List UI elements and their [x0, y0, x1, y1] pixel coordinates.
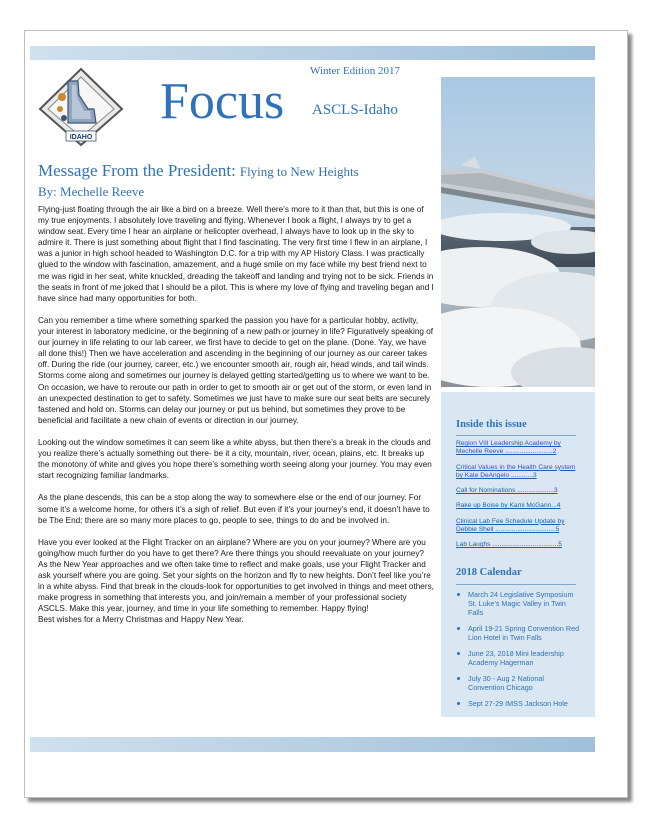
- calendar-item-text: March 24 Legislative Symposium St. Luke’s Magic Valley in Twin Falls: [468, 590, 574, 617]
- article-byline: By: Mechelle Reeve: [38, 184, 145, 199]
- bullet-icon: [457, 652, 460, 655]
- calendar-title: 2018 Calendar: [456, 567, 522, 578]
- article-paragraph: As the plane descends, this can be a stop along the way to somewhere else or the end of our journey. For some it’s a welcome home, for others it’s a sigh of relief. But even if it’s your journey’s end, it doesn’t have to be The End; there are so many more places to go, people to see, things to do and be involved in.: [38, 493, 430, 525]
- calendar-item: [456, 699, 581, 708]
- calendar-item: [456, 674, 581, 692]
- article-paragraph: Looking out the window sometimes it can seem like a white abyss, but then there’s a break in the clouds and you realize there’s actually something out there- be it a city, mountain, river, ocean, plains, etc. It breaks up the monotony of white and gives you hope there’s something worth seeing along your journey. You may even start recognizing familiar landmarks.: [38, 437, 432, 481]
- toc-link[interactable]: Rake up Boise by Kami McGann...4: [456, 502, 561, 510]
- calendar-item: [456, 649, 581, 667]
- article-paragraph: Can you remember a time where something sparked the passion you have for a particular hobby, activity, your interest in laboratory medicine, or the beginning of a new path or journey in life? Figuratively speaking of our journey in life relating to our lab career, we first have to decide to get on the plane. (Done. Yay, we have all done this!) Then we have acceleration and ascending in the beginning of our journey as our career takes off. During the ride (our journey, career, etc.) we encounter smooth air, rough air, head winds, and tail winds. Storms come along and sometimes our journey is delayed getting started/getting us to where we want to be. On occasion, we have to reroute our path in order to get to smooth air or get out of the storm, or even land in an unexpected destination to get to safety. Sometimes we just have to make sure our seat belts are securely fastened and hold on. Storms can delay our journey or put us behind, but sometimes they prove to be beneficial and facilitate a new chain of events or direction in our journey.: [38, 315, 434, 425]
- footer-bar: [30, 737, 595, 752]
- calendar-item-text: July 30 - Aug 2 National Convention Chicago: [468, 674, 544, 692]
- table-of-contents: [456, 440, 576, 557]
- bullet-icon: [457, 593, 460, 596]
- bullet-icon: [457, 677, 460, 680]
- toc-link[interactable]: Lab Laughs ....................................5: [456, 541, 562, 549]
- calendar-item-text: Sept 27-29 IMSS Jackson Hole: [468, 699, 568, 708]
- organization-name: ASCLS-Idaho: [312, 102, 398, 118]
- edition-label: Winter Edition 2017: [310, 65, 400, 77]
- divider: [456, 584, 576, 585]
- toc-link[interactable]: Critical Values in the Health Care system by Kate DeAngelo ............3: [456, 463, 576, 479]
- inside-issue-title: Inside this issue: [456, 419, 527, 430]
- calendar-item-text: June 23, 2018 Mini leadership Academy Hagerman: [468, 649, 564, 667]
- article-paragraph: Have you ever looked at the Flight Tracker on an airplane? Where are you on your journey? Where are you going/how much further do you have to get there? Are there things you should reevaluate on your journey? As the New Year approaches and we often take time to reflect and make goals, use your Flight Tracker and ask yourself where you are going. Set your sights on the horizon and fly to new heights. Don’t feel like you’re in a white abyss. Find that break in the clouds-look for opportunities to get involved in things and meet others, make progress in something that interests you, and join/remain a member of your professional society ASCLS. Make this year, journey, and time in your life something to remember. Happy flying!: [38, 537, 434, 614]
- article-body: [38, 204, 434, 626]
- sidebar-panel: [441, 392, 595, 717]
- bullet-icon: [457, 702, 460, 705]
- headline-sub: Flying to New Heights: [239, 164, 359, 179]
- bullet-icon: [457, 627, 460, 630]
- article-paragraph: Flying-just floating through the air like a bird on a breeze. Well there’s more to it than that, but this is one of my true enjoyments. I absolutely love traveling and flying. Whenever I book a flight, I always try to get a window seat. Every time I hear an airplane or helicopter overhead, I always have to look up in the sky to admire it. There is just something about flight that I find fascinating. The very first time I flew in an airplane, I was a junior in high school headed to Washington D.C. for a trip with my AP History Class. I was practically glued to the window with fascination, amazement, and a huge smile on my face while my best friend next to me was rigid in her seat, white knuckled, dreading the takeoff and landing and trying not to be sick. Friends in the seats in front of me joked that I should be a pilot. This is where my love of flying and traveling began and I have since had many opportunities for both.: [38, 205, 434, 303]
- article-closing: Best wishes for a Merry Christmas and Happy New Year.: [38, 615, 244, 625]
- newsletter-title: Focus: [160, 73, 285, 130]
- airplane-wing-photo: [441, 77, 595, 387]
- ascls-idaho-logo: [32, 63, 130, 149]
- toc-link[interactable]: Call for Nominations ....................3: [456, 487, 558, 495]
- calendar-item: [456, 590, 581, 617]
- article-headline: [38, 161, 359, 181]
- logo-text: IDAHO: [69, 134, 93, 141]
- calendar-list: [456, 590, 581, 715]
- toc-link[interactable]: Clinical Lab Fee Schedule Update by Debbie Shell .................................5: [456, 517, 565, 534]
- header-bar: [30, 46, 595, 60]
- toc-link[interactable]: Region VIII Leadership Academy by Mechelle Reeve ..........................2: [456, 440, 561, 456]
- headline-main: Message From the President:: [38, 161, 236, 180]
- calendar-item-text: April 19-21 Spring Convention Red Lion Hotel in Twin Falls: [468, 624, 580, 642]
- calendar-item: [456, 624, 581, 642]
- divider: [456, 435, 576, 436]
